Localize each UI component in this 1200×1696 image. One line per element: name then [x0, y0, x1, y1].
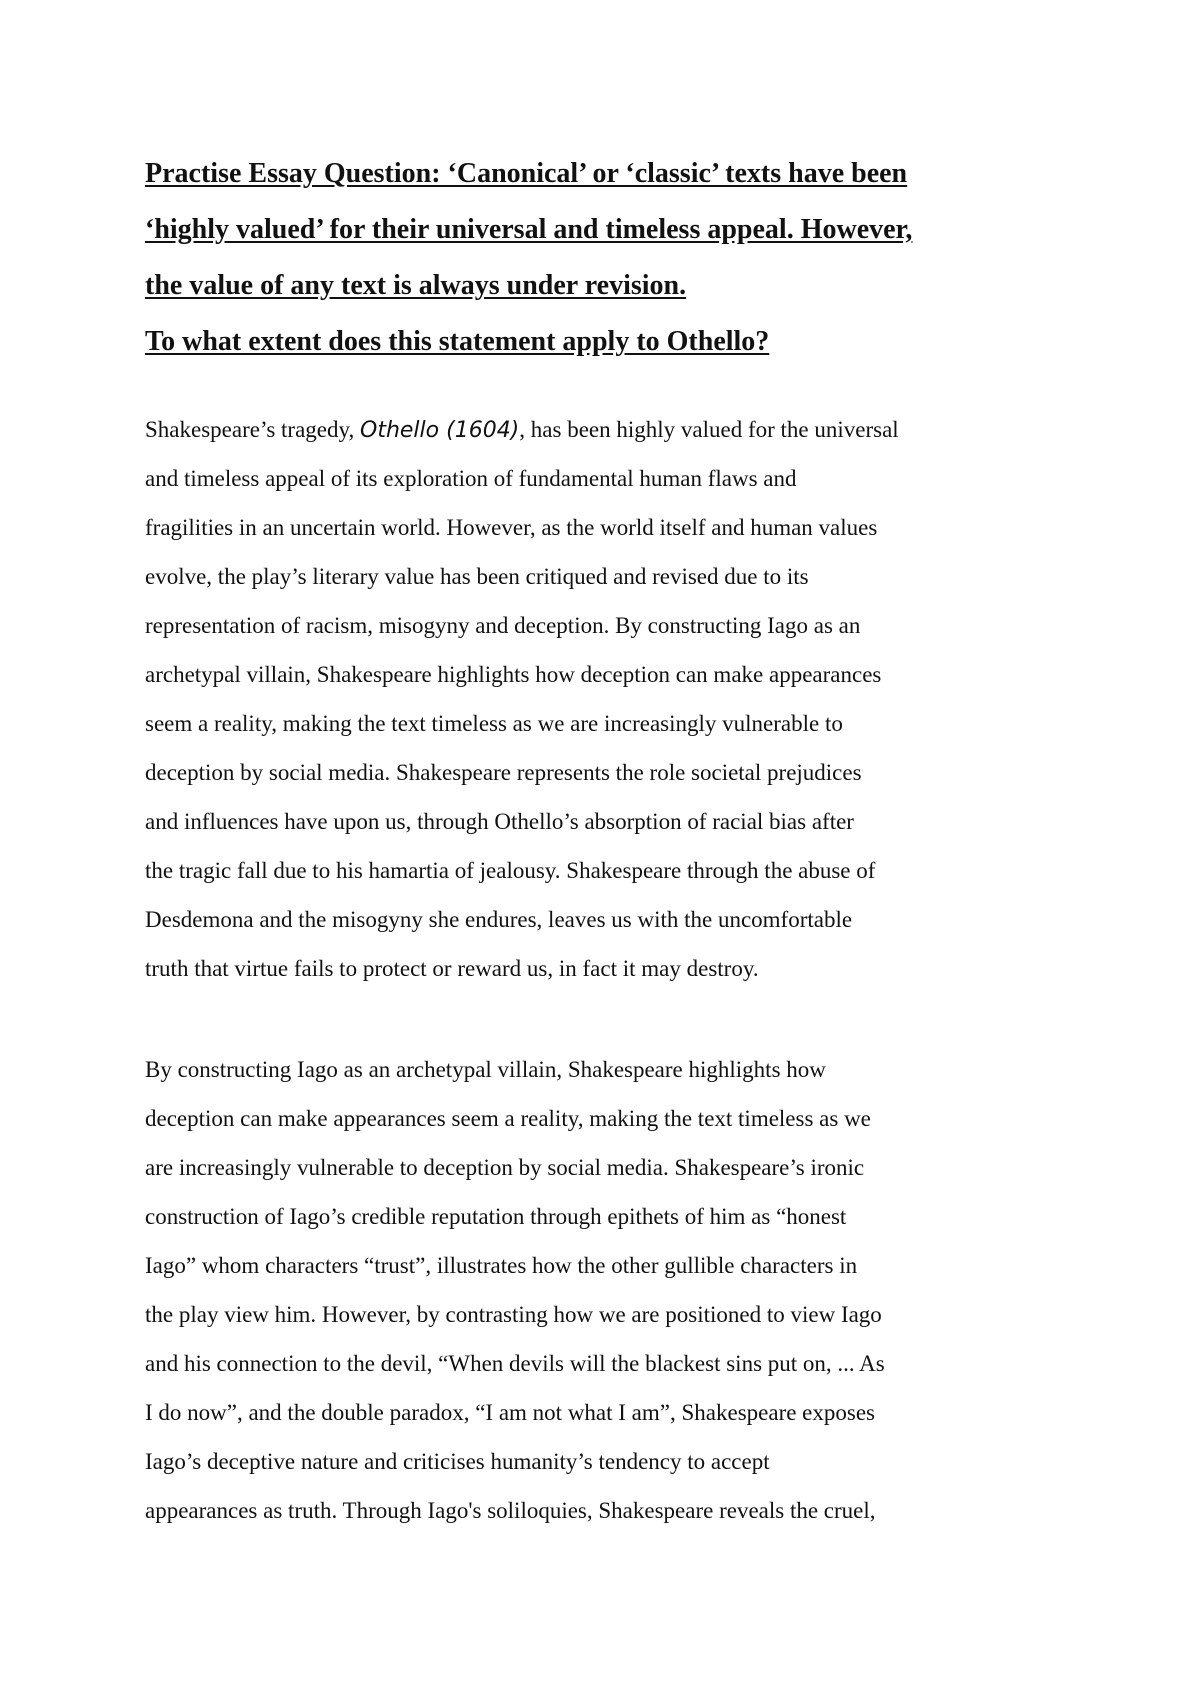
- paragraph-line: construction of Iago’s credible reputation through epithets of him as “honest: [145, 1204, 847, 1229]
- paragraph-line: are increasingly vulnerable to deception by social media. Shakespeare’s ironic: [145, 1155, 865, 1180]
- heading-line: To what extent does this statement apply to Othello?: [145, 326, 770, 357]
- paragraph-line: deception by social media. Shakespeare represents the role societal prejudices: [145, 760, 862, 785]
- paragraph-line: evolve, the play’s literary value has been critiqued and revised due to its: [145, 564, 809, 589]
- paragraph-line: truth that virtue fails to protect or reward us, in fact it may destroy.: [145, 956, 759, 981]
- introduction-paragraph: [145, 405, 1085, 993]
- paragraph-line: fragilities in an uncertain world. However, as the world itself and human values: [145, 515, 878, 540]
- paragraph-line: deception can make appearances seem a reality, making the text timeless as we: [145, 1106, 871, 1131]
- paragraph-line: I do now”, and the double paradox, “I am not what I am”, Shakespeare exposes: [145, 1400, 876, 1425]
- heading-line: ‘highly valued’ for their universal and timeless appeal. However,: [145, 214, 913, 245]
- heading-line: Practise Essay Question: ‘Canonical’ or ‘classic’ texts have been: [145, 158, 908, 189]
- paragraph-line: representation of racism, misogyny and deception. By constructing Iago as an: [145, 613, 861, 638]
- paragraph-line: and influences have upon us, through Othello’s absorption of racial bias after: [145, 809, 854, 834]
- paragraph-line: and timeless appeal of its exploration of fundamental human flaws and: [145, 466, 797, 491]
- paragraph-line: and his connection to the devil, “When devils will the blackest sins put on, ... As: [145, 1351, 885, 1376]
- paragraph-line: Desdemona and the misogyny she endures, leaves us with the uncomfortable: [145, 907, 853, 932]
- body-paragraph: [145, 1045, 1085, 1535]
- paragraph-line: seem a reality, making the text timeless as we are increasingly vulnerable to: [145, 711, 843, 736]
- paragraph-line: By constructing Iago as an archetypal villain, Shakespeare highlights how: [145, 1057, 826, 1082]
- paragraph-line: archetypal villain, Shakespeare highlights how deception can make appearances: [145, 662, 882, 687]
- paragraph-line: the tragic fall due to his hamartia of jealousy. Shakespeare through the abuse of: [145, 858, 876, 883]
- heading-line: the value of any text is always under revision.: [145, 270, 687, 301]
- line-prefix: Shakespeare’s tragedy,: [145, 417, 361, 442]
- line-suffix: , has been highly valued for the universal: [519, 417, 899, 442]
- paragraph-line: the play view him. However, by contrasting how we are positioned to view Iago: [145, 1302, 882, 1327]
- paragraph-line: Iago” whom characters “trust”, illustrates how the other gullible characters in: [145, 1253, 858, 1278]
- paragraph-line: appearances as truth. Through Iago's soliloquies, Shakespeare reveals the cruel,: [145, 1498, 876, 1523]
- play-title: Othello (1604): [360, 418, 520, 443]
- paragraph-line: Iago’s deceptive nature and criticises humanity’s tendency to accept: [145, 1449, 770, 1474]
- essay-question-heading: [145, 146, 1085, 370]
- paragraph-line: [145, 405, 1085, 454]
